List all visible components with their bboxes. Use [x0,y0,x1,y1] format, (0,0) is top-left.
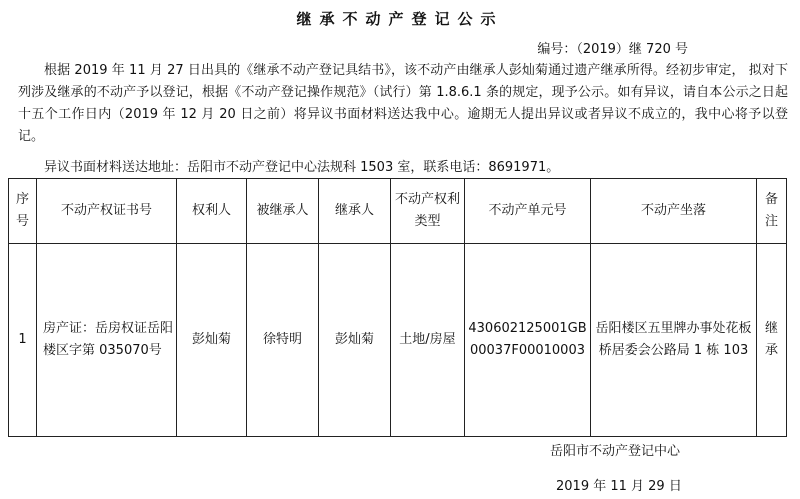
header-cert: 不动产权证书号 [37,179,177,244]
cell-no: 1 [9,244,37,437]
cell-deceased: 徐特明 [247,244,319,437]
cell-cert: 房产证：岳房权证岳阳楼区字第 035070号 [37,244,177,437]
header-remark: 备注 [757,179,787,244]
issuing-organization: 岳阳市不动产登记中心 [550,444,681,459]
table-row [9,244,787,437]
document-title: 继承不动产登记公示 [296,10,504,28]
cell-holder: 彭灿菊 [177,244,247,437]
table-header-row [9,179,787,244]
objection-address: 异议书面材料送达地址：岳阳市不动产登记中心法规科 1503 室，联系电话：8691971。 [44,160,560,175]
header-no: 序号 [9,179,37,244]
notice-body [18,60,788,148]
header-unit-no: 不动产单元号 [465,179,591,244]
issue-date: 2019 年 11 月 29 日 [556,479,682,494]
header-deceased: 被继承人 [247,179,319,244]
cell-remark: 继承 [757,244,787,437]
cell-right-type: 土地/房屋 [391,244,465,437]
registration-table [8,178,787,437]
header-heir: 继承人 [319,179,391,244]
document-number: 编号：（2019）继 720 号 [537,42,688,57]
cell-location: 岳阳楼区五里牌办事处花板桥居委会公路局 1 栋 103 [591,244,757,437]
header-location: 不动产坐落 [591,179,757,244]
header-right-type: 不动产权利类型 [391,179,465,244]
header-holder: 权利人 [177,179,247,244]
cell-heir: 彭灿菊 [319,244,391,437]
notice-paragraph: 根据 2019 年 11 月 27 日出具的《继承不动产登记具结书》，该不动产由继承人彭灿菊通过遗产继承所得。经初步审定， 拟对下列涉及继承的不动产予以登记，根据《不动产登记操作规范》（试行）第 1.8.6.1 条的规定，现予公示。如有异议，请自本公示之日起十五个工作日内（2019 年 12 月 20 日之前）将异议书面材料送达我中心。逾期无人提出异议或者异议不成立的，我中心将予以登记。 [18,63,788,144]
cell-unit-no: 430602125001GB00037F00010003 [465,244,591,437]
